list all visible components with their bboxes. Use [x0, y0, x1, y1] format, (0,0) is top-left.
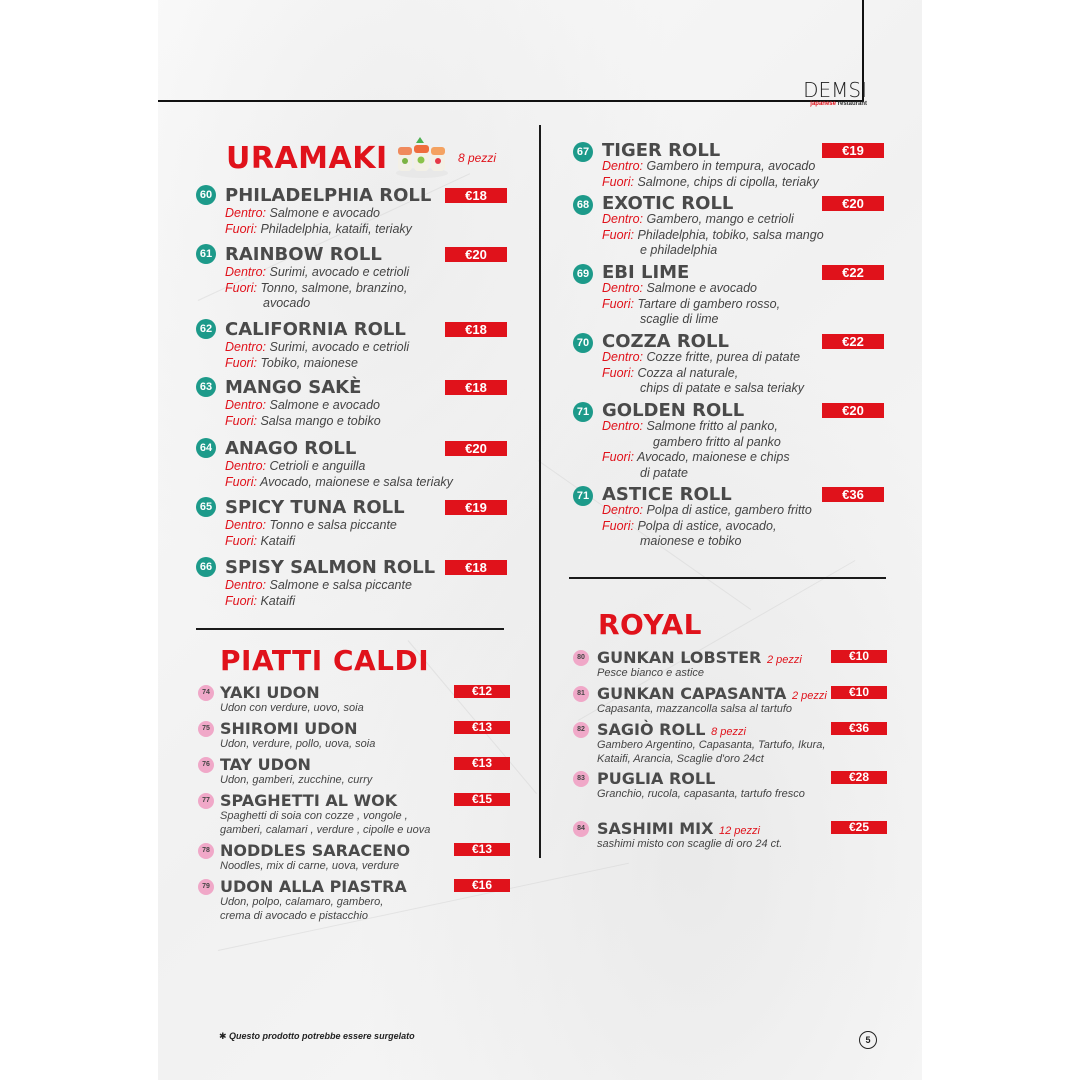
- item-price: €22: [822, 265, 884, 280]
- dentro-text: Gambero, mango e cetrioli: [646, 212, 794, 226]
- item-price: €20: [445, 441, 507, 456]
- item-name: CALIFORNIA ROLL: [225, 319, 406, 340]
- royal-title: ROYAL: [598, 608, 702, 641]
- item-name: ANAGO ROLL: [225, 438, 357, 459]
- item-description: [597, 666, 704, 680]
- item-name: TIGER ROLL: [602, 140, 721, 161]
- item-price: €18: [445, 560, 507, 575]
- menu-item: [196, 557, 508, 617]
- fuori-label: Fuori:: [602, 365, 634, 380]
- menu-item: [196, 319, 508, 379]
- description-line: Kataifi, Arancia, Scaglie d'oro 24ct: [597, 753, 764, 765]
- dentro-text: Salmone e avocado: [646, 281, 757, 295]
- item-number-badge: 82: [573, 722, 589, 738]
- item-description: [220, 701, 364, 715]
- item-name: EBI LIME: [602, 262, 690, 283]
- item-description: [597, 702, 792, 716]
- item-name: YAKI UDON: [220, 683, 320, 702]
- item-description: [597, 837, 782, 851]
- fuori-text: Polpa di astice, avocado,: [637, 518, 777, 533]
- fuori-text: Tonno, salmone, branzino,: [260, 280, 408, 295]
- item-number-badge: 76: [198, 757, 214, 773]
- sushi-roll-image: [394, 135, 450, 179]
- column-divider: [539, 125, 541, 858]
- dentro-text: Surimi, avocado e cetrioli: [269, 265, 410, 279]
- dentro-label: Dentro:: [602, 212, 643, 226]
- menu-item: [198, 877, 513, 922]
- item-name-text: SASHIMI MIX: [597, 819, 714, 838]
- fuori-text: Salmone, chips di cipolla, teriaky: [637, 174, 819, 189]
- item-name: NODDLES SARACENO: [220, 841, 411, 860]
- item-name-text: GUNKAN LOBSTER: [597, 648, 762, 667]
- dentro-text: Salmone fritto al panko,: [646, 419, 778, 433]
- fuori-text-cont: maionese e tobiko: [640, 534, 742, 548]
- item-price: €10: [831, 650, 887, 663]
- fuori-label: Fuori:: [602, 518, 634, 533]
- item-price: €18: [445, 188, 507, 203]
- frozen-product-footnote: ✱ Questo prodotto potrebbe essere surgelato: [219, 1031, 415, 1041]
- item-name: RAINBOW ROLL: [225, 244, 382, 265]
- item-number-badge: 81: [573, 686, 589, 702]
- description-line: crema di avocado e pistacchio: [220, 910, 368, 922]
- description-line: sashimi misto con scaglie di oro 24 ct.: [597, 838, 783, 850]
- item-price: €15: [454, 793, 510, 806]
- item-name: GOLDEN ROLL: [602, 400, 745, 421]
- item-pieces: 8 pezzi: [711, 726, 746, 738]
- fuori-text: Philadelphia, tobiko, salsa mango: [637, 227, 824, 242]
- item-price: €20: [445, 247, 507, 262]
- item-name: UDON ALLA PIASTRA: [220, 877, 407, 896]
- menu-item: [573, 193, 885, 263]
- fuori-text-cont: di patate: [640, 465, 688, 480]
- item-description: [225, 459, 453, 490]
- item-name: ASTICE ROLL: [602, 484, 732, 505]
- item-description: [225, 578, 412, 609]
- fuori-text: Tobiko, maionese: [260, 355, 358, 370]
- dentro-text: Salmone e avocado: [269, 398, 380, 412]
- menu-item: [196, 185, 508, 245]
- section-divider-right: [569, 577, 886, 579]
- item-price: €20: [822, 196, 884, 211]
- item-description: [602, 419, 790, 481]
- item-number-badge: 78: [198, 843, 214, 859]
- dentro-label: Dentro:: [602, 350, 643, 364]
- fuori-label: Fuori:: [225, 533, 257, 548]
- dentro-text: Polpa di astice, gambero fritto: [646, 503, 812, 517]
- item-description: [220, 859, 399, 873]
- dentro-label: Dentro:: [225, 398, 266, 412]
- menu-item: [573, 819, 891, 859]
- dentro-label: Dentro:: [225, 518, 266, 532]
- item-description: [220, 773, 372, 787]
- fuori-text: Cozza al naturale,: [637, 365, 739, 380]
- item-name: EXOTIC ROLL: [602, 193, 734, 214]
- item-name: SPICY TUNA ROLL: [225, 497, 405, 518]
- description-line: gamberi, calamari , verdure , cipolle e uova: [220, 824, 431, 836]
- item-name: [597, 769, 715, 788]
- description-line: Gambero Argentino, Capasanta, Tartufo, Ikura,: [597, 739, 826, 751]
- item-price: €20: [822, 403, 884, 418]
- restaurant-logo: [795, 80, 867, 108]
- item-description: [225, 340, 409, 371]
- menu-item: [573, 484, 885, 554]
- menu-item: [573, 769, 891, 809]
- item-price: €18: [445, 380, 507, 395]
- dentro-label: Dentro:: [602, 503, 643, 517]
- menu-item: [196, 438, 508, 498]
- menu-item: [198, 755, 513, 795]
- description-line: Udon, verdure, pollo, uova, soia: [220, 738, 376, 750]
- menu-item: [198, 791, 513, 836]
- description-line: Udon, polpo, calamaro, gambero,: [220, 896, 384, 908]
- item-price: €28: [831, 771, 887, 784]
- fuori-label: Fuori:: [225, 593, 257, 608]
- item-number-badge: 74: [198, 685, 214, 701]
- item-price: €16: [454, 879, 510, 892]
- item-price: €19: [822, 143, 884, 158]
- item-number-badge: 70: [573, 333, 593, 353]
- fuori-label: Fuori:: [225, 413, 257, 428]
- item-description: [597, 738, 825, 766]
- item-description: [220, 895, 383, 923]
- fuori-label: Fuori:: [602, 296, 634, 311]
- fuori-label: Fuori:: [225, 474, 257, 489]
- item-number-badge: 60: [196, 185, 216, 205]
- item-description: [225, 518, 397, 549]
- item-number-badge: 75: [198, 721, 214, 737]
- item-number-badge: 84: [573, 821, 589, 837]
- item-price: €13: [454, 843, 510, 856]
- fuori-text: Philadelphia, kataifi, teriaky: [260, 221, 412, 236]
- item-name-text: PUGLIA ROLL: [597, 769, 716, 788]
- item-description: [220, 809, 430, 837]
- item-description: [597, 787, 805, 801]
- fuori-label: Fuori:: [602, 174, 634, 189]
- item-number-badge: 61: [196, 244, 216, 264]
- dentro-label: Dentro:: [225, 578, 266, 592]
- dentro-text: Tonno e salsa piccante: [269, 518, 397, 532]
- item-name: [597, 648, 802, 667]
- item-name: [597, 720, 746, 739]
- menu-item: [573, 400, 885, 480]
- dentro-text: Surimi, avocado e cetrioli: [269, 340, 410, 354]
- dentro-label: Dentro:: [225, 265, 266, 279]
- fuori-label: Fuori:: [225, 280, 257, 295]
- menu-page: [158, 0, 922, 1080]
- fuori-text: Avocado, maionese e chips: [636, 450, 790, 464]
- menu-item: [573, 648, 891, 688]
- item-number-badge: 64: [196, 438, 216, 458]
- menu-item: [196, 244, 508, 310]
- item-number-badge: 66: [196, 557, 216, 577]
- menu-item: [573, 684, 891, 724]
- item-number-badge: 80: [573, 650, 589, 666]
- item-number-badge: 79: [198, 879, 214, 895]
- menu-item: [198, 841, 513, 881]
- dentro-text: Gambero in tempura, avocado: [646, 159, 816, 173]
- item-name-text: GUNKAN CAPASANTA: [597, 684, 787, 703]
- menu-item: [198, 683, 513, 723]
- fuori-text-cont: scaglie di lime: [640, 312, 719, 326]
- item-number-badge: 83: [573, 771, 589, 787]
- item-name: [597, 819, 760, 838]
- fuori-label: Fuori:: [602, 227, 634, 242]
- item-price: €10: [831, 686, 887, 699]
- dentro-label: Dentro:: [602, 281, 643, 295]
- item-price: €36: [831, 722, 887, 735]
- dentro-label: Dentro:: [602, 419, 643, 433]
- menu-item: [573, 262, 885, 332]
- fuori-label: Fuori:: [225, 221, 257, 236]
- item-price: €36: [822, 487, 884, 502]
- dentro-label: Dentro:: [602, 159, 643, 173]
- dentro-text: Cetrioli e anguilla: [269, 459, 366, 473]
- item-name: SHIROMI UDON: [220, 719, 358, 738]
- menu-item: [196, 377, 508, 437]
- item-price: €13: [454, 721, 510, 734]
- description-line: Capasanta, mazzancolla salsa al tartufo: [597, 703, 793, 715]
- uramaki-title: URAMAKI: [226, 141, 388, 176]
- item-name: COZZA ROLL: [602, 331, 729, 352]
- fuori-text: Kataifi: [260, 533, 296, 548]
- fuori-label: Fuori:: [602, 450, 634, 464]
- page-number: 5: [859, 1031, 877, 1049]
- menu-item: [198, 719, 513, 759]
- item-price: €25: [831, 821, 887, 834]
- uramaki-pieces-note: 8 pezzi: [458, 151, 497, 165]
- item-name: TAY UDON: [220, 755, 311, 774]
- item-name: [597, 684, 827, 703]
- item-price: €12: [454, 685, 510, 698]
- item-description: [225, 398, 381, 429]
- item-number-badge: 68: [573, 195, 593, 215]
- fuori-text-cont: chips di patate e salsa teriaky: [640, 381, 804, 395]
- fuori-label: Fuori:: [225, 355, 257, 370]
- fuori-text: Kataifi: [260, 593, 296, 608]
- item-pieces: 12 pezzi: [719, 825, 760, 837]
- item-description: [602, 159, 819, 190]
- item-price: €18: [445, 322, 507, 337]
- item-description: [602, 281, 780, 328]
- fuori-text: Avocado, maionese e salsa teriaky: [259, 474, 453, 489]
- item-name-text: SAGIÒ ROLL: [597, 720, 706, 739]
- item-name: PHILADELPHIA ROLL: [225, 185, 432, 206]
- logo-tagline: japanese restaurant: [810, 101, 867, 107]
- dentro-text: Salmone e salsa piccante: [269, 578, 412, 592]
- item-name: SPAGHETTI AL WOK: [220, 791, 398, 810]
- logo-name: DEMSI: [803, 78, 867, 102]
- item-description: [225, 265, 409, 312]
- menu-item: [573, 331, 885, 401]
- menu-item: [196, 497, 508, 557]
- fuori-text-cont: e philadelphia: [640, 243, 718, 257]
- dentro-text-cont: gambero fritto al panko: [653, 434, 781, 449]
- item-description: [602, 212, 824, 259]
- fuori-text: Tartare di gambero rosso,: [637, 296, 781, 311]
- dentro-text: Salmone e avocado: [269, 206, 380, 220]
- dentro-label: Dentro:: [225, 459, 266, 473]
- item-number-badge: 77: [198, 793, 214, 809]
- description-line: Udon, gamberi, zucchine, curry: [220, 774, 373, 786]
- item-pieces: 2 pezzi: [766, 654, 802, 666]
- item-number-badge: 62: [196, 319, 216, 339]
- piatti-caldi-title: PIATTI CALDI: [220, 644, 430, 677]
- dentro-text: Cozze fritte, purea di patate: [646, 350, 801, 364]
- dentro-label: Dentro:: [225, 340, 266, 354]
- item-description: [602, 350, 804, 397]
- dentro-label: Dentro:: [225, 206, 266, 220]
- item-number-badge: 65: [196, 497, 216, 517]
- menu-item: [573, 720, 891, 765]
- item-name: MANGO SAKÈ: [225, 377, 362, 398]
- section-divider-left: [196, 628, 504, 630]
- fuori-text-cont: avocado: [263, 296, 311, 310]
- item-name: SPISY SALMON ROLL: [225, 557, 436, 578]
- item-description: [220, 737, 375, 751]
- description-line: Udon con verdure, uovo, soia: [220, 702, 364, 714]
- item-description: [225, 206, 412, 237]
- item-number-badge: 63: [196, 377, 216, 397]
- item-price: €22: [822, 334, 884, 349]
- item-number-badge: 71: [573, 402, 593, 422]
- description-line: Noodles, mix di carne, uova, verdure: [220, 860, 400, 872]
- fuori-text: Salsa mango e tobiko: [260, 413, 381, 428]
- item-number-badge: 71: [573, 486, 593, 506]
- item-pieces: 2 pezzi: [791, 690, 827, 702]
- item-price: €13: [454, 757, 510, 770]
- item-description: [602, 503, 812, 550]
- item-number-badge: 67: [573, 142, 593, 162]
- item-price: €19: [445, 500, 507, 515]
- item-number-badge: 69: [573, 264, 593, 284]
- description-line: Pesce bianco e astice: [597, 667, 705, 679]
- description-line: Spaghetti di soia con cozze , vongole ,: [220, 810, 408, 822]
- top-rule: [158, 100, 864, 102]
- description-line: Granchio, rucola, capasanta, tartufo fresco: [597, 788, 805, 800]
